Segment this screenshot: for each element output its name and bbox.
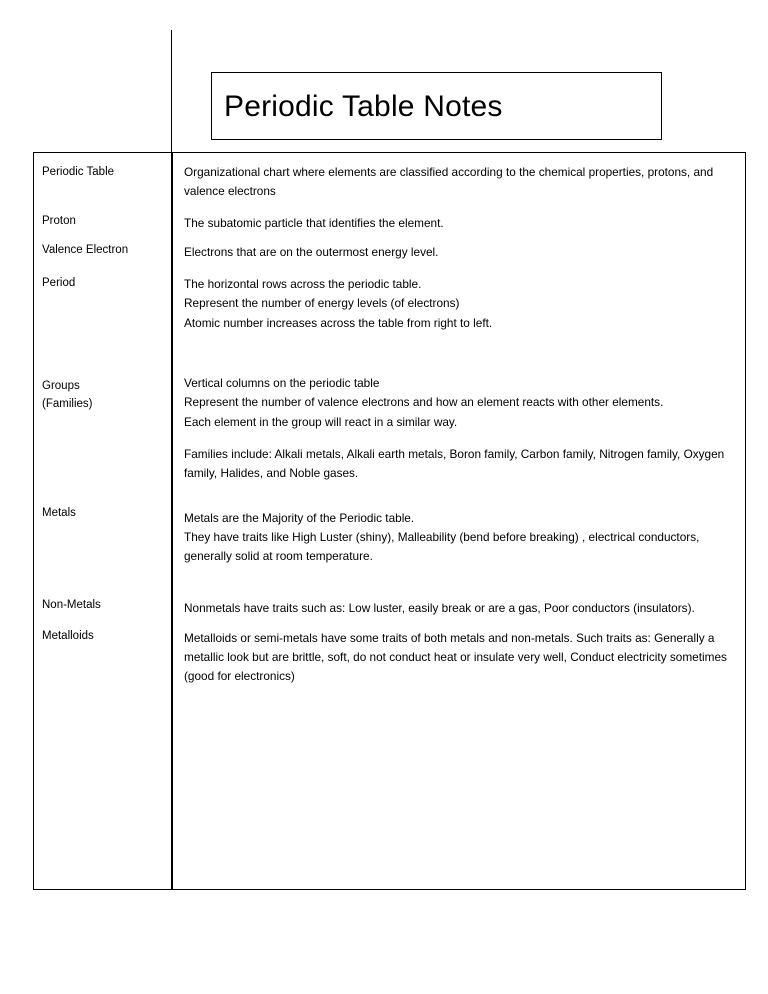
- definition-cell: [172, 618, 745, 686]
- term-label: Metalloids: [42, 629, 94, 642]
- table-row: [34, 618, 745, 686]
- definition-cell: [172, 358, 745, 483]
- definition-line: The horizontal rows across the periodic table.: [184, 277, 422, 292]
- term-cell: [34, 233, 172, 266]
- term-cell: [34, 201, 172, 233]
- definition-cell: [172, 153, 745, 201]
- definition-line: They have traits like High Luster (shiny), Malleability (bend before breaking) , electrical conductors, generally solid at room temperature.: [184, 529, 700, 564]
- definition-cell: [172, 583, 745, 618]
- table-row: [34, 483, 745, 583]
- table-row: [34, 583, 745, 618]
- term-label: Period: [42, 277, 76, 290]
- term-label: Periodic Table: [42, 166, 115, 178]
- definition-line: Represent the number of valence electrons and how an element reacts with other elements.: [184, 395, 664, 410]
- term-cell: [34, 266, 172, 358]
- term-label: Metals: [42, 506, 76, 519]
- definition-line: Nonmetals have traits such as: Low luster, easily break or are a gas, Poor conductors (insulators).: [184, 600, 695, 615]
- table-row: [34, 266, 745, 358]
- definition-line: Each element in the group will react in a similar way.: [184, 414, 458, 429]
- term-label: Valence Electron: [42, 244, 129, 257]
- table-row: [34, 153, 745, 201]
- document-title-box: [211, 72, 662, 140]
- definition-line: Families include: Alkali metals, Alkali earth metals, Boron family, Carbon family, Nitrogen family, Oxygen family, Halides, and Noble gases.: [184, 446, 725, 480]
- page-title: Periodic Table Notes: [224, 89, 503, 123]
- definition-line: The subatomic particle that identifies the element.: [184, 216, 444, 231]
- term-label: Groups: [42, 380, 80, 393]
- definition-line: Vertical columns on the periodic table: [184, 376, 380, 391]
- term-cell: [34, 583, 172, 618]
- definition-line: Represent the number of energy levels (of electrons): [184, 296, 460, 311]
- term-label: Proton: [42, 215, 76, 228]
- table-row: [34, 358, 745, 483]
- definition-line: Metals are the Majority of the Periodic table.: [184, 510, 415, 525]
- definition-cell: [172, 233, 745, 266]
- notes-table: [33, 152, 746, 890]
- definition-line: Atomic number increases across the table from right to left.: [184, 315, 493, 330]
- definition-line: Electrons that are on the outermost energy level.: [184, 245, 439, 260]
- term-cell: [34, 153, 172, 201]
- term-cell: [34, 483, 172, 583]
- notes-rows: [34, 153, 745, 889]
- term-cell: [34, 358, 172, 483]
- term-cell: [34, 618, 172, 686]
- definition-cell: [172, 483, 745, 583]
- table-row: [34, 233, 745, 266]
- definition-cell: [172, 266, 745, 358]
- definition-line: Metalloids or semi-metals have some traits of both metals and non-metals. Such traits as: Generally a metallic look but are brittle, soft, do not conduct heat or insulate very well, Conduct electricity sometimes (good for electronics): [184, 630, 727, 684]
- term-sublabel: (Families): [42, 398, 93, 411]
- table-row: [34, 201, 745, 233]
- definition-cell: [172, 201, 745, 233]
- definition-line: Organizational chart where elements are classified according to the chemical properties, protons, and valence electrons: [184, 165, 714, 199]
- term-label: Non-Metals: [42, 598, 101, 611]
